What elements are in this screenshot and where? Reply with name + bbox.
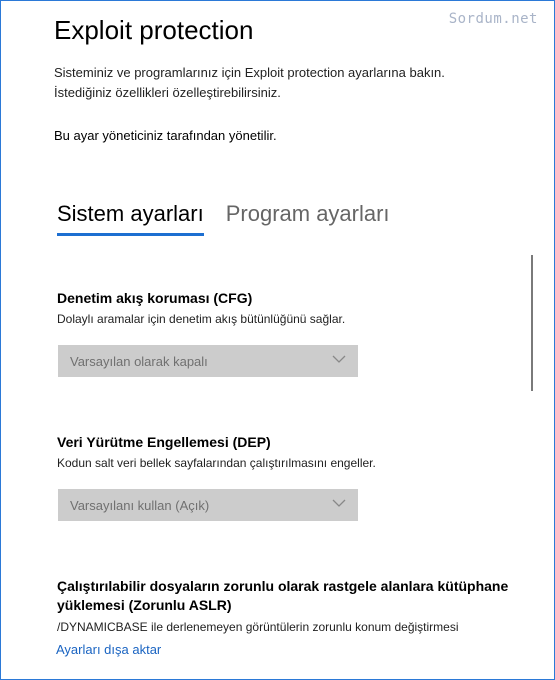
aslr-title-line-1: Çalıştırılabilir dosyaların zorunlu olarak rastgele alanlara kütüphane — [57, 578, 509, 594]
aslr-description: /DYNAMICBASE ile derlenemeyen görüntülerin zorunlu konum değiştirmesi — [57, 620, 459, 634]
page-description — [54, 63, 524, 103]
watermark: Sordum.net — [448, 11, 538, 27]
aslr-title-line-2: yüklemesi (Zorunlu ASLR) — [57, 597, 232, 613]
dep-description: Kodun salt veri bellek sayfalarından çalıştırılmasını engeller. — [57, 456, 376, 470]
settings-tabs — [57, 201, 390, 236]
dep-dropdown-value: Varsayılanı kullan (Açık) — [70, 497, 210, 513]
cfg-dropdown[interactable] — [58, 345, 358, 377]
page-title: Exploit protection — [54, 15, 254, 45]
dep-title: Veri Yürütme Engellemesi (DEP) — [57, 434, 271, 450]
section-aslr — [57, 577, 537, 634]
chevron-down-icon — [332, 354, 346, 364]
cfg-dropdown-value: Varsayılan olarak kapalı — [70, 353, 208, 369]
export-settings-link[interactable]: Ayarları dışa aktar — [56, 642, 162, 657]
scrollbar-thumb[interactable] — [531, 255, 533, 391]
section-dep — [57, 434, 376, 470]
section-cfg — [57, 290, 345, 326]
description-line-1: Sisteminiz ve programlarınız için Exploit protection ayarlarına bakın. — [54, 65, 445, 80]
dep-dropdown[interactable] — [58, 489, 358, 521]
tab-program-settings[interactable]: Program ayarları — [225, 201, 390, 226]
cfg-title: Denetim akış koruması (CFG) — [57, 290, 253, 306]
cfg-description: Dolaylı aramalar için denetim akış bütünlüğünü sağlar. — [57, 312, 346, 326]
tab-system-settings[interactable]: Sistem ayarları — [57, 201, 204, 236]
chevron-down-icon — [332, 498, 346, 508]
managed-notice: Bu ayar yöneticiniz tarafından yönetilir. — [54, 128, 277, 143]
aslr-title — [57, 577, 537, 615]
description-line-2: İstediğiniz özellikleri özelleştirebilirsiniz. — [54, 85, 281, 100]
